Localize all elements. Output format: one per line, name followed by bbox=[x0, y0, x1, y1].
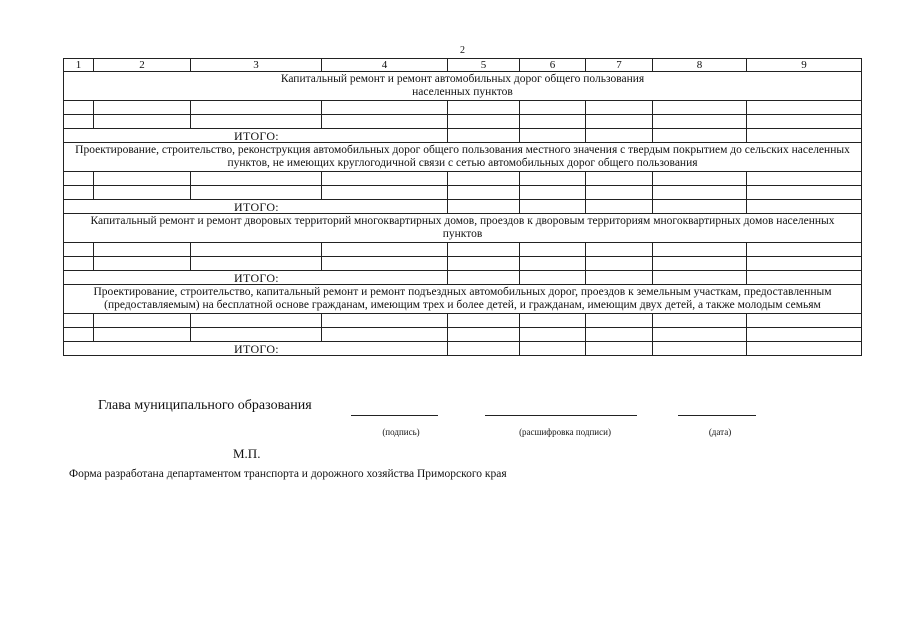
section-title-row bbox=[64, 72, 862, 101]
total-row bbox=[64, 200, 862, 214]
date-line bbox=[678, 414, 756, 416]
section-title: Проектирование, строительство, капитальный ремонт и ремонт подъездных автомобильных дорог, проездов к земельным участкам, предоставленным (предоставляемым) на бесплатной основе гражданам, имеющим трех и более детей, и гражданам, имеющим двух детей, а также молодым семьям bbox=[64, 285, 862, 314]
total-label: ИТОГО: bbox=[64, 129, 448, 143]
table-row bbox=[64, 172, 862, 186]
section-title-row bbox=[64, 285, 862, 314]
decoding-caption: (расшифровка подписи) bbox=[519, 427, 611, 437]
signature-caption: (подпись) bbox=[382, 427, 420, 437]
section-title: Капитальный ремонт и ремонт автомобильных дорог общего пользования населенных пунктов bbox=[64, 72, 862, 101]
stamp-label: М.П. bbox=[233, 446, 261, 461]
page-number: 2 bbox=[460, 45, 465, 56]
total-row bbox=[64, 129, 862, 143]
table-row bbox=[64, 186, 862, 200]
section-title-row bbox=[64, 143, 862, 172]
table-row bbox=[64, 101, 862, 115]
column-header-row bbox=[64, 59, 862, 72]
date-caption: (дата) bbox=[708, 427, 732, 437]
signature-line bbox=[351, 414, 438, 416]
report-table bbox=[63, 58, 862, 356]
total-label: ИТОГО: bbox=[64, 200, 448, 214]
column-header: 6 bbox=[520, 59, 586, 72]
column-header: 1 bbox=[64, 59, 94, 72]
column-header: 8 bbox=[653, 59, 747, 72]
column-header: 3 bbox=[191, 59, 322, 72]
head-signature-label: Глава муниципального образования bbox=[98, 398, 312, 413]
table-row bbox=[64, 115, 862, 129]
column-header: 2 bbox=[94, 59, 191, 72]
table-row bbox=[64, 328, 862, 342]
table-row bbox=[64, 243, 862, 257]
decoding-line bbox=[485, 414, 637, 416]
footer-note: Форма разработана департаментом транспорта и дорожного хозяйства Приморского края bbox=[69, 468, 507, 480]
column-header: 4 bbox=[322, 59, 448, 72]
column-header: 5 bbox=[448, 59, 520, 72]
total-row bbox=[64, 271, 862, 285]
total-label: ИТОГО: bbox=[64, 271, 448, 285]
column-header: 7 bbox=[586, 59, 653, 72]
total-label: ИТОГО: bbox=[64, 342, 448, 356]
table-row bbox=[64, 314, 862, 328]
total-row bbox=[64, 342, 862, 356]
section-title: Капитальный ремонт и ремонт дворовых территорий многоквартирных домов, проездов к дворовым территориям многоквартирных домов населенных пунктов bbox=[64, 214, 862, 243]
table-row bbox=[64, 257, 862, 271]
section-title-row bbox=[64, 214, 862, 243]
section-title: Проектирование, строительство, реконструкция автомобильных дорог общего пользования местного значения с твердым покрытием до сельских населенных пунктов, не имеющих круглогодичной связи с сетью автомобильных дорог общего пользования bbox=[64, 143, 862, 172]
column-header: 9 bbox=[747, 59, 862, 72]
